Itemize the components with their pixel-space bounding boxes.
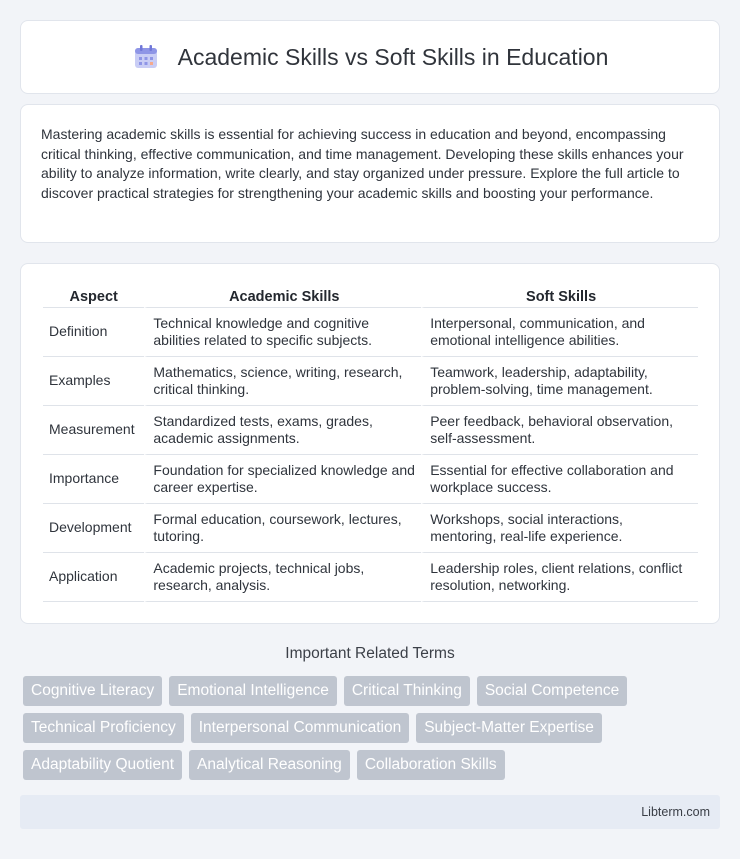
row-soft: Leadership roles, client relations, conflict resolution, networking. [421,553,698,602]
row-soft: Essential for effective collaboration and workplace success. [421,455,698,504]
related-term-tag[interactable]: Interpersonal Communication [191,713,409,743]
header-aspect: Aspect [43,286,144,308]
row-academic: Standardized tests, exams, grades, academic assignments. [144,406,421,455]
table-row [43,406,698,455]
page-title: Academic Skills vs Soft Skills in Education [177,43,609,70]
row-academic: Foundation for specialized knowledge and career expertise. [144,455,421,504]
row-academic: Mathematics, science, writing, research, critical thinking. [144,357,421,406]
row-aspect: Measurement [43,406,144,455]
table-row [43,308,698,357]
row-aspect: Importance [43,455,144,504]
table-row [43,504,698,553]
row-aspect: Development [43,504,144,553]
comparison-table-card [20,263,720,624]
related-term-tag[interactable]: Technical Proficiency [23,713,184,743]
header-academic-skills: Academic Skills [144,286,421,308]
row-soft: Interpersonal, communication, and emotional intelligence abilities. [421,308,698,357]
row-aspect: Examples [43,357,144,406]
footer-site-link[interactable]: Libterm.com [641,805,710,819]
related-term-tag[interactable]: Social Competence [477,676,627,706]
table-row [43,455,698,504]
related-term-tag[interactable]: Critical Thinking [344,676,470,706]
calendar-icon [132,43,160,71]
related-term-tag[interactable]: Collaboration Skills [357,750,505,780]
row-soft: Workshops, social interactions, mentoring, real-life experience. [421,504,698,553]
table-row [43,553,698,602]
related-terms [23,676,723,787]
related-term-tag[interactable]: Cognitive Literacy [23,676,162,706]
tag-row [23,713,723,743]
row-academic: Formal education, coursework, lectures, tutoring. [144,504,421,553]
table-row [43,357,698,406]
footer [20,795,720,829]
related-term-tag[interactable]: Emotional Intelligence [169,676,337,706]
tag-row [23,750,723,780]
row-soft: Peer feedback, behavioral observation, self-assessment. [421,406,698,455]
header [132,43,609,71]
tag-row [23,676,723,706]
row-aspect: Application [43,553,144,602]
row-aspect: Definition [43,308,144,357]
intro-card [20,104,720,243]
header-card [20,20,720,94]
row-academic: Technical knowledge and cognitive abilities related to specific subjects. [144,308,421,357]
related-terms-title: Important Related Terms [285,645,455,662]
intro-text: Mastering academic skills is essential for achieving success in education and beyond, encompassing critical thinking, effective communication, and time management. Developing these skills enhances your ability to analyze information, write clearly, and stay organized under pressure. Explore the full article to discover practical strategies for strengthening your academic skills and boosting your performance. [41,126,684,201]
comparison-table [43,286,698,602]
row-soft: Teamwork, leadership, adaptability, problem-solving, time management. [421,357,698,406]
related-term-tag[interactable]: Adaptability Quotient [23,750,182,780]
header-soft-skills: Soft Skills [421,286,698,308]
table-header-row [43,286,698,308]
related-term-tag[interactable]: Subject-Matter Expertise [416,713,602,743]
related-term-tag[interactable]: Analytical Reasoning [189,750,350,780]
row-academic: Academic projects, technical jobs, research, analysis. [144,553,421,602]
